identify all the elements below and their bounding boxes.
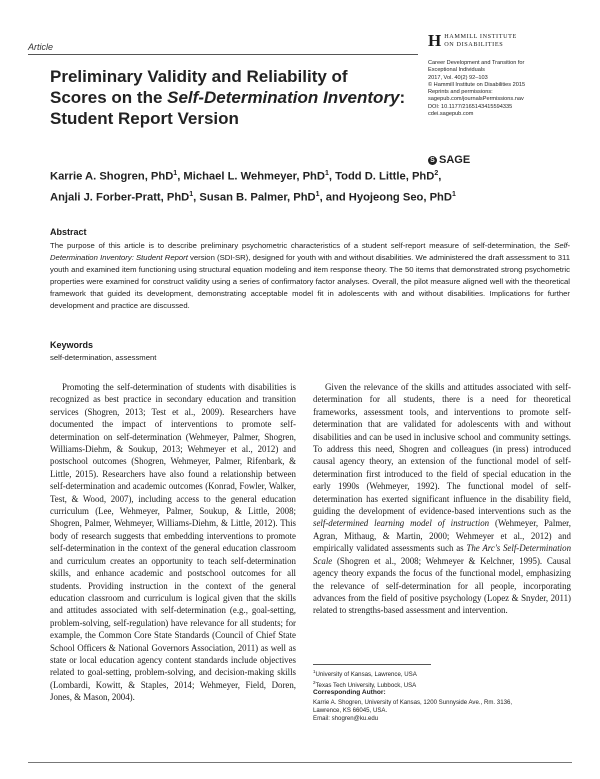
sage-logo-icon: S [428,156,437,165]
author-name: Todd D. Little, PhD [335,170,435,183]
copyright-line: © Hammill Institute on Disabilities 2015 [428,81,526,88]
abstract-heading: Abstract [50,227,87,237]
keywords-text: self-determination, assessment [50,353,157,362]
affiliation-2: $^2$Texas Tech University, Lubbock, USA [313,680,417,690]
title-line1: Preliminary Validity and Reliability of [50,67,348,86]
author-list: Karrie A. Shogren, PhD$^1$, Michael L. Wehmeyer, PhD$^1$, Todd D. Little, PhD$^2$, Anjali J. Forber-Pratt, PhD$^1$, Susan B. Palmer, PhD$^1$, and Hyojeong Seo, PhD$^1$ [50,170,456,204]
reprints-link[interactable]: sagepub.com/journalsPermissions.nav [428,96,524,103]
author-affiliation-mark: 1 [315,190,320,198]
title-line2: Scores on the Self-Determination Inventory: [50,88,406,107]
author-name: Anjali J. Forber-Pratt, PhD [50,191,190,204]
journal-citation: 2017, Vol. 40(2) 92–103 [428,74,488,81]
author-name: Hyojeong Seo, PhD [348,191,452,204]
reprints-line: Reprints and permissions: [428,89,493,96]
author-affiliation-mark: 1 [324,170,329,177]
author-affiliation-mark: 2 [434,170,439,177]
corresponding-email[interactable]: Email: shogren@ku.edu [313,715,379,722]
author-name: Michael L. Wehmeyer, PhD [183,170,325,183]
corresponding-address-line1: Karrie A. Shogren, University of Kansas, 1200 Sunnyside Ave., Rm. 3136, [313,699,513,706]
corresponding-author-heading: Corresponding Author: [313,689,386,696]
doi-line[interactable]: DOI: 10.1177/2165143415594335 [428,103,513,110]
corresponding-address-line2: Lawrence, KS 66045, USA. [313,707,388,714]
body-column-right [313,381,571,617]
header-rule [28,54,418,55]
body-paragraph: Promoting the self-determination of students with disabilities is recognized as best practice in secondary education and transition services (Shogren, 2013; Test et al., 2009). Researchers have documented the impact of interventions to promote self-determination on self-determination (Wehmeyer, Palmer, Shogren, Williams-Diehm, & Soukup, 2013; Wehmeyer et al., 2012) and postschool outcomes (Shogren, Wehmeyer, Palmer, Rifenbark, & Little, 2015). Researchers have also found a relationship between self-determination and academic outcomes (Konrad, Fowler, Walker, Test, & Wood, 2007), including access to the general education curriculum (Lee, Wehmeyer, Palmer, Soukup, & Little, 2008; Shogren, Palmer, Wehmeyer, Williams-Diehm, & Little, 2012). This body of research suggests that embedding interventions to promote self-determination in the context of the general education classroom and curriculum creates an opportunity to teach self-determination skills, and enhance academic and postschool outcomes for all students. Providing instruction in the context of the general education classroom and curriculum is logical given that the skills and attitudes associated with self-determination (e.g., goal-setting, problem-solving, self-regulation) have relevance for all students; for example, the Common Core State Standards (Council of Chief State School Officers & National Governors Association, 2011) as well as state or local education agency content standards include objectives related to goal-setting, problem-solving, and decision-making skills (Lombardi, Kowitt, & Staples, 2014; Wehmeyer, Field, Doren, Jones, & Mason, 2004). [50,382,296,703]
keywords-heading: Keywords [50,340,94,350]
author-name: Susan B. Palmer, PhD [199,191,316,204]
author-affiliation-mark: 1 [189,190,194,198]
journal-name-line1: Career Development and Transition for [428,60,525,66]
body-column-left [50,381,296,704]
journal-metadata [428,60,578,118]
affiliations [313,668,571,690]
title-line3: Student Report Version [50,109,239,128]
journal-name-line2: Exceptional Individuals [428,67,485,74]
author-affiliation-mark: 1 [451,190,456,198]
footer-rule [28,762,572,763]
article-title [50,66,420,129]
author-name: Karrie A. Shogren, PhD [50,170,174,183]
journal-site-link[interactable]: cdei.sagepub.com [428,111,474,118]
publisher-logo [428,33,578,49]
title-italic: Self-Determination Inventory [167,88,400,107]
article-type-label: Article [28,42,54,52]
sage-logo-text: SAGE [439,154,471,166]
footnote-rule [313,664,431,665]
affiliation-1: $^1$University of Kansas, Lawrence, USA [313,669,417,679]
corresponding-author-details [313,699,571,723]
hammill-logo-mark: H [428,31,442,50]
abstract-text: The purpose of this article is to describe preliminary psychometric characteristics of a student self-report measure of self-determination, the Self-Determination Inventory: Student Report version (SDI-SR), designed for youth with and without disabilities. We administered the draft assessment to 311 youth and examined item functioning using structural equation modeling and item response theory. The 50 items that demonstrated strong psychometric properties were examined for construct validity using a series of confirmatory factor analyses. Overall, the pilot measure aligned well with the theoretical framework that guided its development, demonstrating acceptable model fit in adolescents with and without disabilities. Implications for further development and practice are discussed. [50,241,570,310]
publisher-name-line2: ON DISABILITIES [444,40,504,48]
publisher-name-line1: HAMMILL INSTITUTE [444,33,517,40]
body-paragraph: Given the relevance of the skills and attitudes associated with self-determination for all students, there is a need for theoretical frameworks, assessment tools, and interventions to promote self-determination that are validated for adolescents with and without disabilities and can be used in inclusive school and community settings. To address this need, Shogren and colleagues (in press) introduced causal agency theory, an extension of the functional model of self-determination first introduced to the field of special education in the early 1990s (Wehmeyer, 1992). The functional model of self-determination has exerted significant influence in the disability field, guiding the development of evidence-based interventions such as the self-determined learning model of instruction (Wehmeyer, Palmer, Agran, Mithaug, & Martin, 2000; Wehmeyer et al., 2012) and empirically validated assessments such as The Arc's Self-Determination Scale (Shogren et al., 2008; Wehmeyer & Kelchner, 1995). Causal agency theory expands the focus of the functional model, emphasizing the relevance of self-determination for all people, incorporating advances from the field of positive psychology (Lopez & Snyder, 2011) related to strengths-based assessment and intervention. [313,382,572,616]
author-affiliation-mark: 1 [173,170,178,177]
